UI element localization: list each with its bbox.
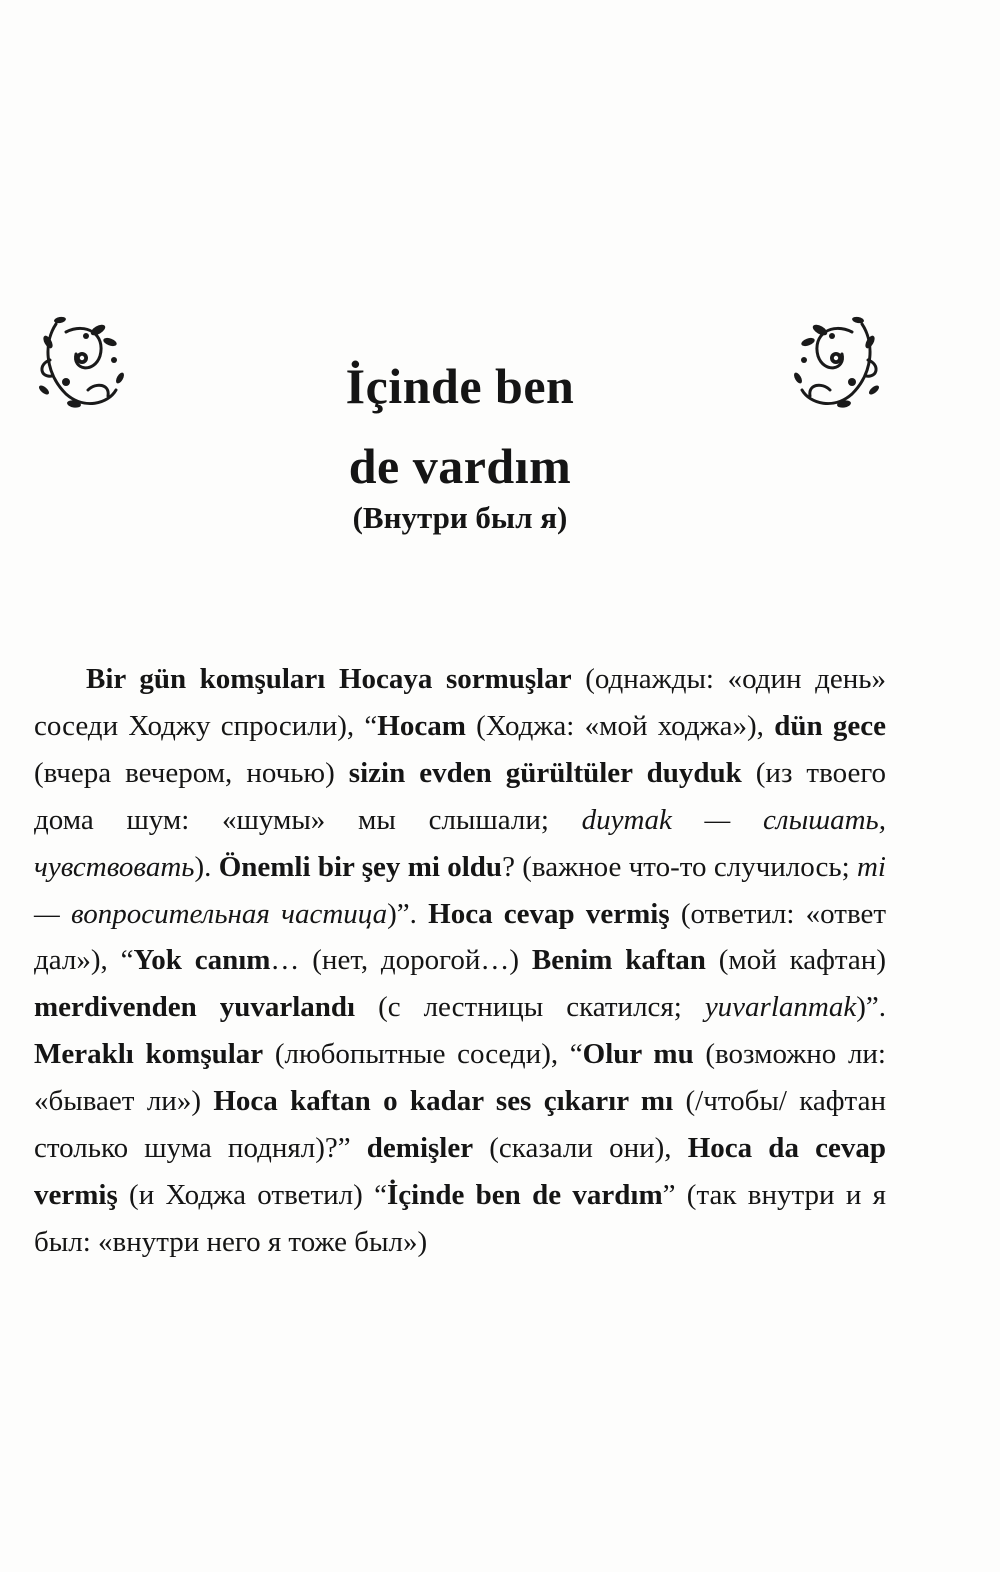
translation-text: (с лестницы скатился; (355, 991, 705, 1024)
translation-text: ). (194, 850, 219, 883)
translation-text: (вчера вечером, ночью) (34, 756, 349, 789)
turkish-phrase: sizin evden gürültüler duyduk (348, 756, 742, 789)
turkish-phrase: Benim kaftan (531, 944, 706, 977)
page-subtitle: (Внутри был я) (352, 500, 568, 535)
translation-text: (сказали они), (473, 1132, 688, 1165)
turkish-phrase: Hoca da cevap vermiş (34, 1132, 886, 1211)
turkish-phrase: Meraklı komşular (34, 1038, 264, 1071)
turkish-phrase: dün gece (774, 709, 886, 742)
turkish-phrase: Hoca kaftan o kadar ses çıkarır mı (213, 1085, 674, 1118)
turkish-phrase: Hoca cevap vermiş (428, 897, 670, 930)
page-title (0, 346, 920, 506)
turkish-phrase: Hocam (377, 709, 466, 742)
story-paragraph (34, 656, 886, 1266)
translation-text: … (нет, дорогой…) (270, 944, 532, 977)
grammar-note: duymak — слышать, чувствовать (34, 803, 886, 883)
title-line-1: İçinde ben (345, 357, 575, 414)
translation-text: )”. (856, 991, 886, 1024)
turkish-phrase: Yok canım (133, 944, 271, 977)
translation-text: ” (так внутри и я был: «внутри него я тоже был») (34, 1178, 887, 1258)
title-line-2: de vardım (348, 437, 572, 494)
translation-text: ? (важное что-то случилось; (502, 850, 857, 883)
grammar-note: yuvarlanmak (704, 991, 857, 1024)
turkish-phrase: merdivenden yuvarlandı (34, 991, 356, 1024)
turkish-phrase: Bir gün komşuları Hocaya sormuşlar (86, 663, 572, 695)
translation-text: (и Ходжа ответил) “ (117, 1178, 387, 1211)
turkish-phrase: demişler (366, 1132, 474, 1165)
translation-text: (ответил: «ответ дал»), “ (34, 897, 887, 977)
translation-text: (любопытные соседи), “ (263, 1038, 583, 1071)
turkish-phrase: Önemli bir şey mi oldu (218, 850, 503, 883)
translation-text: (возможно ли: «бывает ли») (34, 1038, 886, 1118)
turkish-phrase: Olur mu (582, 1038, 694, 1071)
translation-text: (/чтобы/ кафтан столько шума поднял)?” (34, 1085, 886, 1165)
translation-text: (однажды: «один день» соседи Ходжу спросили), “ (34, 663, 886, 742)
turkish-phrase: İçinde ben de vardım (387, 1178, 663, 1211)
translation-text: (мой кафтан) (705, 944, 886, 977)
translation-text: )”. (387, 897, 429, 930)
translation-text: (из твоего дома шум: «шумы» мы слышали; (34, 756, 887, 836)
grammar-note: mi — вопросительная частица (34, 850, 886, 930)
translation-text: (Ходжа: «мой ходжа»), (465, 709, 775, 742)
